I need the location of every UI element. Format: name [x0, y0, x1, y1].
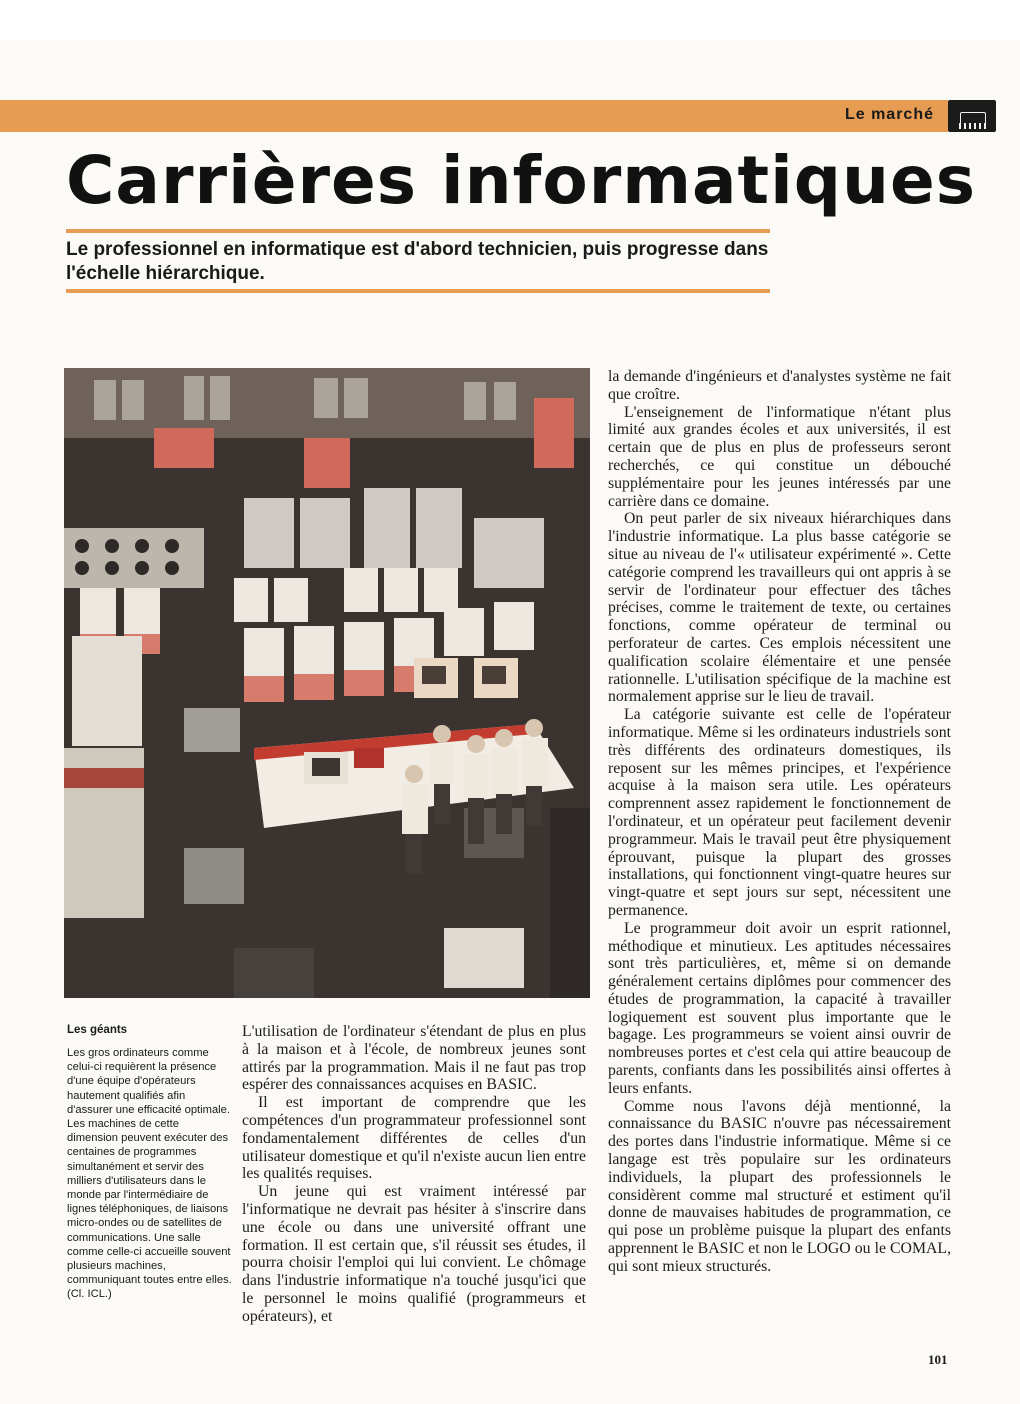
body-paragraph: Un jeune qui est vraiment intéressé par l'informatique ne devrait pas hésiter à s'inscrire dans une école ou dans une université offrant une formation. Il est certain que, s'il réussit ses études, il pourra choisir l'emploi qui lui convient. Le chômage dans l'industrie informatique n'a touché jusqu'ici que le personnel le moins qualifié (programmeurs et opérateurs), et: [242, 1183, 586, 1325]
body-paragraph: la demande d'ingénieurs et d'analystes système ne fait que croître.: [608, 368, 951, 403]
section-label: Le marché: [844, 106, 934, 123]
caption-title: Les géants: [67, 1024, 128, 1036]
page-top-margin: [0, 0, 1020, 40]
body-paragraph: On peut parler de six niveaux hiérarchiques dans l'industrie informatique. La plus basse catégorie se situe au niveau de l'« utilisateur expérimenté ». Cette catégorie comprend les travailleurs qui ont appris à se servir de l'ordinateur pour effectuer des tâches précises, comme le traitement de texte, ou certaines fonctions, comme opérateur de terminal ou perforateur de cartes. Ces emplois nécessitent une qualification scolaire élémentaire et une pensée rationnelle. L'utilisation spécifique de la machine est normalement apprise sur le lieu de travail.: [608, 510, 951, 706]
photo-caption: Les gros ordinateurs comme celui-ci requièrent la présence d'une équipe d'opérateurs hautement qualifiés afin d'assurer une efficacité optimale. Les machines de cette dimension peuvent exécuter des centaines de programmes simultanément et servir des milliers d'utilisateurs dans le monde par l'intermédiaire de lignes téléphoniques, de liaisons micro-ondes ou de satellites de communications. Une salle comme celle-ci accueille souvent plusieurs machines, communiquant toutes entre elles. (Cl. ICL.): [67, 1047, 232, 1301]
body-paragraph: La catégorie suivante est celle de l'opérateur informatique. Même si les ordinateurs industriels sont très différents des ordinateurs domestiques, ils reposent sur les mêmes principes, et l'expérience acquise à la maison sera utile. Les opérateurs comprennent assez rapidement le fonctionnement de l'ordinateur, et un opérateur peut facilement devenir programmeur. Mais le travail peut être physiquement éprouvant, puisque la plupart des grosses installations, qui fonctionnent vingt-quatre heures sur vingt-quatre et sept jours sur sept, nécessitent une permanence.: [608, 706, 951, 919]
body-paragraph: Il est important de comprendre que les compétences d'un programmateur professionnel sont fondamentalement différentes de celles d'un utilisateur domestique et qu'il n'existe aucun lien entre les qualités requises.: [242, 1094, 586, 1183]
page-number: 101: [928, 1352, 948, 1367]
body-paragraph: L'utilisation de l'ordinateur s'étendant de plus en plus à la maison et à l'école, de nombreux jeunes sont attirés par la programmation. Mais il ne faut pas trop espérer des connaissances acquises en BASIC.: [242, 1023, 586, 1094]
article-subtitle: Le professionnel en informatique est d'abord technicien, puis progresse dans l'échelle hiérarchique.: [66, 239, 769, 284]
body-column-2: [608, 368, 951, 1276]
title-rule-bottom: [66, 289, 770, 293]
computer-room-photo: [64, 368, 590, 998]
body-column-1: [242, 1023, 586, 1326]
section-band: [0, 100, 948, 132]
title-rule-top: [66, 229, 770, 233]
body-paragraph: Le programmeur doit avoir un esprit rationnel, méthodique et minutieux. Les aptitudes nécessaires sont très particulières, et, même si on demande généralement certains diplômes pour commencer des études de programmation, la capacité à travailler logiquement est souvent plus importante que le bagage. Les programmeurs se voient ainsi ouvrir de nombreuses portes et c'est cela qui attire beaucoup de parents, confiants dans les possibilités ainsi offertes à leurs enfants.: [608, 919, 951, 1097]
article-title: Carrières informatiques: [66, 142, 977, 219]
chip-icon: [948, 100, 996, 132]
body-paragraph: L'enseignement de l'informatique n'étant plus limité aux grandes écoles et aux universités, il est certain que de plus en plus de professeurs seront recherchés, ce qui constitue un débouché supplémentaire pour les jeunes intéressés par une carrière dans ce domaine.: [608, 403, 951, 510]
body-paragraph: Comme nous l'avons déjà mentionné, la connaissance du BASIC n'ouvre pas nécessairement des portes dans l'industrie informatique. Même si ce langage est très populaire sur les ordinateurs individuels, la plupart des professionnels le considèrent comme mal structuré et estiment qu'il donne de mauvaises habitudes de programmation, ce qui pose un problème puisque la plupart des enfants apprennent le BASIC et non le LOGO ou le COMAL, qui sont mieux structurés.: [608, 1097, 952, 1275]
